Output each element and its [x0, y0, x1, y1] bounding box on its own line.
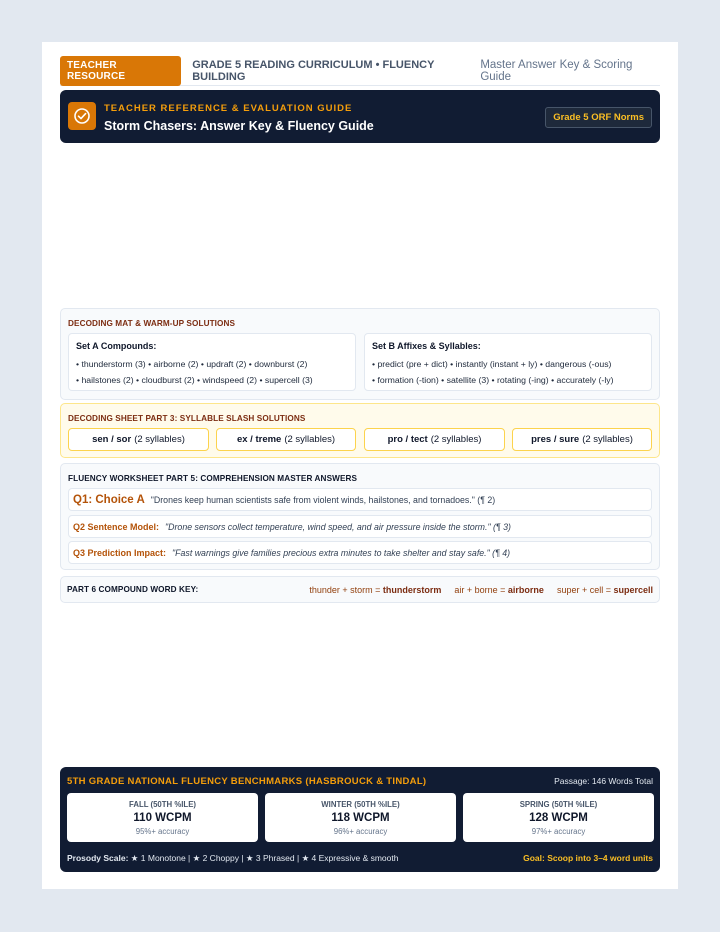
compound-key-list [309, 585, 653, 595]
syllable-word: pres / sure [531, 434, 580, 445]
benchmark-card-fall [67, 793, 258, 842]
check-circle-icon [68, 102, 96, 130]
q1-label: Q1: Choice A [73, 493, 145, 506]
syllable-solutions-panel [60, 403, 660, 458]
benchmark-accuracy: 95%+ accuracy [135, 827, 190, 836]
syllable-word: pro / tect [387, 434, 428, 445]
comprehension-panel [60, 463, 660, 570]
banner-kicker: TEACHER REFERENCE & EVALUATION GUIDE [104, 103, 353, 114]
benchmark-season: FALL (50TH %ILE) [128, 800, 196, 809]
compound-parts: thunder + storm = [309, 584, 383, 595]
guide-banner [60, 90, 660, 143]
answer-key-page [42, 42, 678, 889]
syllable-item [68, 428, 209, 451]
page-title: Storm Chasers: Answer Key & Fluency Guide [104, 119, 374, 133]
set-b-line: • formation (-tion) • satellite (3) • rotating (-ing) • accurately (-ly) [372, 375, 614, 385]
q1-answer: "Drones keep human scientists safe from violent winds, hailstones, and tornadoes." (¶ 2) [150, 494, 496, 505]
compound-key-panel [60, 576, 660, 603]
q3-answer: "Fast warnings give families precious extra minutes to take shelter and stay safe." (¶ 4) [172, 547, 511, 558]
fluency-benchmarks-panel [60, 767, 660, 872]
benchmark-value: 128 WCPM [529, 812, 588, 824]
syllable-item [216, 428, 356, 451]
set-a-line: • thunderstorm (3) • airborne (2) • updraft (2) • downburst (2) [76, 359, 308, 369]
teacher-resource-badge: TEACHER RESOURCE [60, 56, 181, 86]
benchmark-accuracy: 97%+ accuracy [531, 827, 586, 836]
comprehension-title: FLUENCY WORKSHEET PART 5: COMPREHENSION MASTER ANSWERS [68, 474, 358, 483]
syllable-count: (2 syllables) [284, 434, 336, 445]
compound-parts: air + borne = [454, 584, 508, 595]
prosody-label: Prosody Scale: [67, 853, 129, 863]
syllable-title: DECODING SHEET PART 3: SYLLABLE SLASH SOLUTIONS [68, 414, 306, 423]
benchmark-card-spring [463, 793, 654, 842]
syllable-item [512, 428, 652, 451]
set-b-line: • predict (pre + dict) • instantly (instant + ly) • dangerous (-ous) [372, 359, 612, 369]
syllable-count: (2 syllables) [430, 434, 482, 445]
answer-row-q3 [68, 541, 652, 564]
decoding-solutions-panel [60, 308, 660, 400]
syllable-word: sen / sor [92, 434, 132, 445]
decoding-title: DECODING MAT & WARM-UP SOLUTIONS [68, 319, 236, 328]
syllable-item [364, 428, 505, 451]
benchmark-season: SPRING (50TH %ILE) [519, 800, 598, 809]
benchmark-accuracy: 96%+ accuracy [333, 827, 388, 836]
benchmark-value: 110 WCPM [133, 812, 192, 824]
curriculum-label: GRADE 5 READING CURRICULUM • FLUENCY BUILDING [192, 59, 435, 83]
set-b-card [364, 333, 652, 391]
syllable-count: (2 syllables) [582, 434, 633, 445]
set-a-card [68, 333, 356, 391]
compound-key-title: PART 6 COMPOUND WORD KEY: [67, 585, 199, 594]
orf-norms-tag: Grade 5 ORF Norms [545, 107, 652, 128]
q2-answer: "Drone sensors collect temperature, wind speed, and air pressure inside the storm." (¶ 3) [165, 521, 511, 532]
top-header [60, 60, 660, 86]
benchmarks-title: 5TH GRADE NATIONAL FLUENCY BENCHMARKS (HASBROUCK & TINDAL) [67, 776, 427, 787]
compound-item [557, 585, 653, 595]
passage-word-count: Passage: 146 Words Total [554, 776, 653, 786]
compound-item [454, 585, 544, 595]
compound-item [309, 585, 441, 595]
compound-parts: super + cell = [556, 584, 614, 595]
benchmark-value: 118 WCPM [331, 812, 390, 824]
syllable-word: ex / treme [236, 434, 282, 445]
benchmark-season: WINTER (50TH %ILE) [321, 800, 400, 809]
compound-result: thunderstorm [382, 584, 442, 595]
prosody-scale [67, 853, 398, 864]
compound-result: supercell [613, 584, 653, 595]
syllable-count: (2 syllables) [134, 434, 185, 445]
fluency-goal: Goal: Scoop into 3–4 word units [523, 853, 653, 863]
compound-result: airborne [507, 584, 544, 595]
set-a-heading: Set A Compounds: [76, 341, 157, 351]
q2-label: Q2 Sentence Model: [73, 521, 160, 532]
benchmark-card-winter [265, 793, 456, 842]
master-key-label: Master Answer Key & Scoring Guide [480, 59, 633, 83]
prosody-text: ★ 1 Monotone | ★ 2 Choppy | ★ 3 Phrased | ★ 4 Expressive & smooth [130, 853, 399, 863]
answer-row-q2 [68, 515, 652, 538]
set-b-heading: Set B Affixes & Syllables: [372, 341, 481, 351]
q3-label: Q3 Prediction Impact: [73, 547, 167, 558]
answer-row-q1 [68, 488, 652, 511]
set-a-line: • hailstones (2) • cloudburst (2) • windspeed (2) • supercell (3) [76, 375, 313, 385]
